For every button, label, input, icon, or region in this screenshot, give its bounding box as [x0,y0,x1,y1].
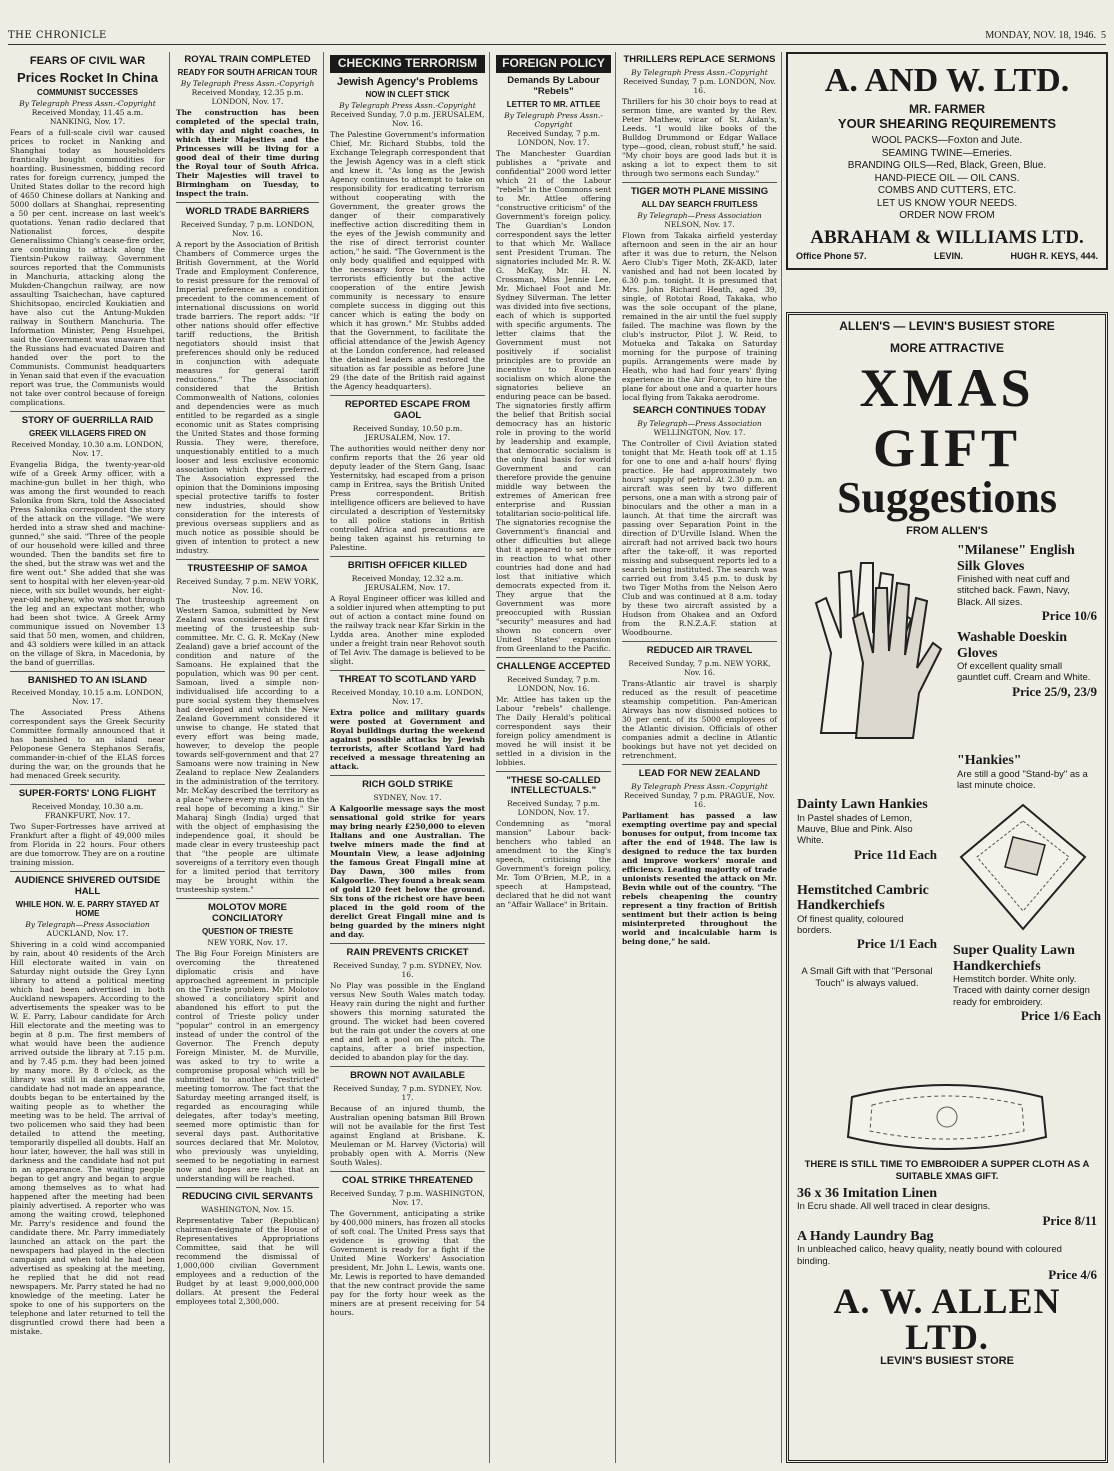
dateline: Received Sunday, 7 p.m. LONDON, Nov. 16. [180,219,315,238]
byline: By Telegraph—Press Association [637,210,762,220]
item-desc: Are still a good "Stand-by" as a last minute choice. [957,768,1088,791]
ad-a-and-w [786,52,1108,270]
article-body: The Associated Press Athens correspondent says the Greek Security Committee formally announced that it has banished to an island near Peloponese Genera Stephanos Serafis, commander-in-chief of the ELAS forces during the war, on the grounds that he had menaced Greek security. [10,708,165,781]
article-cricket [330,948,485,1062]
ad-item: COMBS AND CUTTERS, ETC. [877,185,1017,196]
article-body: The Government, anticipating a strike by 400,000 miners, has frozen all stocks of soft coal. The United Press says that evidence is growing that the Government is ready for a fight if the United Mine Workers' Association president, Mr. John L. Lewis, wants one. Mr. Lewis is reported to have demanded that the new contract provide the same pay for the forty hour week as the miners are at present receiving for 54 hours. [330,1208,485,1317]
divider [176,559,319,560]
article-air-travel [622,646,777,760]
article-body: The Manchester Guardian publishes a "private and confidential" 2000 word letter which 21 of the Labour "rebels" in the Commons sent to Mr. Attlee offering "constructive criticism" of the Government's foreign policy. The Guardian's London correspondent says the letter to that which Mr. Wallace sent President Truman. The signatories included Mr. R. W. G. McKay, Mr. H. N. Crossman, Miss Jennie Lee, Mr. Michael Foot and Mr. Sydney Silverman. The letter was divided into five sections, each of which is supported with specific arguments. The letter claims that the Government must not positively if socialist principles are to provide an incentive to European socialism on which alone the signatories believe an enduring peace can be based. The signatories firstly affirm the belief that British social democracy has an historic role in proving to the world by leadership and example, that democratic socialism is the only final basis for world Government and can therefore provide the genuine middle way between the extremes of American free enterprise and Russian totalitarian socio-political life. The signatories recognise the Government's financial and other difficulties but allege that it appeared to set more in reaction to what other countries had done and had lost that initiative which democrats expected from it. They argue that the Government was more preoccupied with Russian "security" measures and had shown no concern over United States' expansion from Greenland to the Pacific. [496,148,611,653]
article-body: The authorities would neither deny nor confirm reports that the 26 year old deputy leader of the Stern Gang, Isaac Yesternitsky, had escaped from a prison camp in Eritrea, says the British United Press correspondent. British intelligence officers are believed to have circulated a description of Yesternitsky to all police stations in British controlled Africa and precautions are being taken against his returning to Palestine. [330,444,485,553]
article-brown [330,1071,485,1167]
kicker: NOW IN CLEFT STICK [365,90,450,100]
ad-item: SEAMING TWINE—Emeries. [881,147,1013,159]
item-title: 36 x 36 Imitation Linen [797,1185,938,1201]
article-body: The Palestine Government's information Chief, Mr. Richard Stubbs, told the Exchange Telegraph correspondent that the Jewish Agency was in a cleft stick and knew it. "As long as the Jewish Agency continues to attempt to take on responsibility for eradicating terrorism without cooperating with the Government, the greater grows the danger of their comparatively ineffective action discrediting them in the eyes of the Jewish community and the rise of direct terrorist counter action," he said. "The Government is the only body qualified and equipped with the necessary force to combat the terrorists efficiently but the active cooperation of the entire Jewish community is necessary to ensure complete success in digging out this cancer which is eating the body on which it has grown." Mr. Stubbs added that the Government, to facilitate the official attendance of the Jewish Agency at the London conference, had released the detained leaders and restored the situation as far possible as before June 29 (the date of the British raid against the Agency headquarters). [330,130,485,392]
article-body: A Royal Engineer officer was killed and a soldier injured when attempting to put out of action a contact mine found on the railway track near Kfar Sirkin in the Lydda area. Another mine exploded under a freight train near Rehovot south of Tel Aviv. The damage is believed to be slight. [330,594,485,667]
headline: RICH GOLD STRIKE [362,779,453,791]
headline: FOREIGN POLICY [496,55,611,73]
store-name: A. W. ALLEN LTD. [833,1280,1061,1357]
article-civil-war [10,55,165,407]
divider [176,202,319,203]
article-body: The Big Four Foreign Ministers are overcoming the threatened diplomatic crisis and have approached agreement in principle on the Trieste problem. Mr. Molotov showed a conciliatory spirit and abandoned his effort to put the control of Trieste policy under "popular" control in an emergency instead of under the control of the Governor. The French deputy Foreign Minister, M. de Murville, was asked to try to write a compromise proposal which will be submitted to another "restricted" meeting tomorrow. The fact that the Saturday meeting arranged itself, is regarded as encouraging while delegates, after today's meeting, seemed more optimistic than for several days past. Authoritative sources declared that Mr. Molotov, who previously was unyielding, seemed to be negotiating in earnest now and hopes are high that an understanding will be reached. [176,948,319,1183]
kicker: QUESTION OF TRIESTE [201,926,294,936]
article-body: Thrillers for his 30 choir boys to read at sermon time, are wanted by the Rev. Peter Mathew, vicar of St. Aidan's, Leeds. "I would like books of the Bulldog Drummond or Edgar Wallace type—good, clean, robust stuff," he said. "My choir boys are good lads but it is asking a lot to expect them to sit through two sermons each Sunday." [622,96,777,178]
article-superforts [10,789,165,867]
item-title: A Handy Laundry Bag [797,1228,934,1244]
headline: CHECKING TERRORISM [330,55,485,73]
dateline: Received Sunday, 7 p.m. LONDON, Nov. 16. [623,76,776,95]
dateline: Received Sunday, 7 p.m. LONDON, Nov. 17. [507,799,600,818]
hankies-intro [797,753,1097,797]
article-body: A report by the Association of British Chambers of Commerce urges the British Government, at the World Trade and Employment Conference, to resist pressure for the removal of Imperial preference as a condition precedent to the commencement of international discussions on world trade barriers. The report adds: "If other nations should offer effective tariff reductions, the British negotiators should insist that preferences should only be reduced in conjunction with adequate measures for general tariff reductions." The Association considered that the British Commonwealth of Nations, colonies and dependencies were as much entitled to be regarded as a single economic unit as States comprising the United States and those forming Russia. They were, therefore, unquestionably entitled to a much looser and less exclusive economic association which they preferred. The Association expressed the opinion that the Dominions imposing special protective tariffs to foster new industries, should show consideration for the interests of previous overseas suppliers and as much notice as possible should be given of intention to protect a new industry. [176,239,319,555]
article-foreign-policy [496,55,611,653]
column-5 [618,52,782,1463]
dateline: WASHINGTON, Nov. 15. [200,1204,295,1214]
article-body: Fears of a full-scale civil war caused prices to rocket in Nanking and Shanghai today as householders frantically bought commodities for hoarding. Businessmen, bidding record rates for foreign currency, jumped the United States dollar to the record high of 4650 Chinese dollars at Nanking and 5000 dollars at Shanghai, representing a 50 per cent. increase on last week's quotations. Yenan radio declared that Nationalist forces, despite Generalissimo Chiang's cease-fire order, are continuing to attack along the Tientsin-Pukow railway. Government sources reported that the Communists in Manchuria, attacking along the Mukden-Changchun railway, are now assaulting Tsaichechan, have captured Shichitsopao, encircled Koukiatien and have also cut the Antung-Mukden railway in Southern Manchuria. The Information Minister, Peng Hsuehpei, said the Government was unaware that the Russians had evacuated Dairen and handed over the port to the Communists. Communist headquarters in Yenan said that even if the evacuation report was true, the Communists would not take over control because of foreign complications. [10,127,165,407]
article-samoa [176,564,319,894]
column-4 [492,52,616,1463]
article-body: Extra police and military guards were posted at Government and Royal buildings during the weekend against possible attacks by Jewish terrorists, after Scotland Yard had received a message threatening an attack. [330,708,485,772]
milanese-block [957,543,1097,700]
item-price: Price 1/6 Each [1020,1008,1101,1024]
headline: SEARCH CONTINUES TODAY [632,404,767,416]
headline: THRILLERS REPLACE SERMONS [623,54,776,65]
divider [330,395,485,396]
item-title: "Hankies" [957,753,1022,769]
headline: CHALLENGE ACCEPTED [496,660,611,672]
divider [176,898,319,899]
article-challenge [496,662,611,767]
headline: THREAT TO SCOTLAND YARD [338,674,477,686]
store-tagline: LEVIN'S BUSIEST STORE [880,1354,1014,1367]
divider [622,182,777,183]
divider [496,771,611,772]
dateline: Received Sunday, 7 p.m. PRAGUE, Nov. 16. [624,790,775,809]
article-royal-train [176,55,319,198]
article-body: The construction has been completed of the special train, with day and night coaches, in which their Majesties and the Princesses will be living for a good deal of their time during the Royal tour of South Africa. Their Majesties will travel to Birmingham on Tuesday, to inspect the train. [176,107,319,198]
ad-xmas: XMAS [859,358,1035,418]
headline: SUPER-FORTS' LONG FLIGHT [18,788,157,800]
paper-name: THE CHRONICLE [8,30,107,41]
kicker: GREEK VILLAGERS FIRED ON [29,428,146,438]
divider [330,943,485,944]
subheadline: Prices Rocket In China [17,69,158,85]
item-title: "Milanese" English Silk Gloves [957,543,1075,574]
item-price: Price 10/6 [1041,608,1097,624]
ad-phone: Office Phone 57. [796,250,867,261]
kicker: READY FOR SOUTH AFRICAN TOUR [177,67,318,77]
item-title: Dainty Lawn Hankies [797,797,928,813]
subheadline: Demands By Labour "Rebels" [507,74,600,97]
headline: BRITISH OFFICER KILLED [347,560,468,572]
dateline: Received Monday, 10.10 a.m. LONDON, Nov. 17. [331,688,484,707]
article-civil-servants [176,1192,319,1306]
supper-cloth-illustration [832,1077,1062,1157]
dateline: Received Monday, 12.32 a.m. JERUSALEM, Nov. 17. [351,574,464,593]
dainty-block [797,797,937,989]
article-new-zealand [622,769,777,946]
article-gold [330,780,485,939]
item-price: Price 25/9, 23/9 [1012,683,1097,699]
article-body: Two Super-Fortresses have arrived at Frankfurt after a flight of 49,000 miles from Florida in 22 hours. Four others are due tomorrow. They are on a routine training mission. [10,822,165,868]
ad-town: LEVIN. [934,250,964,261]
byline: By Telegraph Press Assn.-Copyright [339,101,476,111]
dateline: Received Sunday, 7 p.m. NEW YORK, Nov. 16. [628,658,771,677]
dateline: AUCKLAND, Nov. 17. [46,929,129,939]
headline: ROYAL TRAIN COMPLETED [184,54,311,65]
divider [496,657,611,658]
ad-firm: ABRAHAM & WILLIAMS LTD. [810,226,1084,248]
dateline: Received Sunday, 10.50 p.m. JERUSALEM, Nov. 17. [352,424,463,443]
article-body: Mr. Attlee has taken up the Labour "rebels" challenge. The Daily Herald's political correspondent says their foreign policy amendment is moved he will insist it be settled in a division in the lobbies. [496,694,611,767]
article-body: Condemning as "moral mansion" Labour back-benchers who tabled an amendment to the King's speech, criticising the Government's foreign policy, Mr. Tom O'Brien, M.P., in a speech at Hampstead, declared that he did not want an "Affair Wallace" in Britain. [496,819,611,910]
item-desc: Finished with neat cuff and stitched back. Fawn, Navy, Black. All sizes. [957,573,1070,608]
dateline: SYDNEY, Nov. 17. [373,793,442,803]
dateline: NELSON, Nov. 17. [664,219,735,229]
handkerchief-illustration [953,797,1093,937]
article-intellectuals [496,776,611,910]
item-desc: Of finest quality, coloured borders. [797,913,904,936]
headline: COAL STRIKE THREATENED [341,1174,474,1186]
dateline: Received Sunday, 7 p.m. NEW YORK, Nov. 16. [176,576,319,595]
item-price: Price 8/11 [1042,1212,1097,1228]
article-terrorism [330,55,485,391]
headline: WORLD TRADE BARRIERS [185,205,310,217]
ad-footer [794,251,1100,263]
dateline: Received Sunday, 7 p.m. SYDNEY, Nov. 16. [333,960,482,979]
article-body: Evangelia Bidga, the twenty-year-old wife of a Greek Army officer, with a machine-gun bullet in her thigh, who was among the first wounded to reach Salonika from Skra, told the Associated Press Salonika correspondent the story of the attack on the village. "We were herded into a straw shed and machine-gunned," she said. "Three of the people of our household were killed and three wounded. Then the bandits set fire to the shed, but the straw was wet and the fire went out." She added that she was sent to hospital with her eleven-year-old niece, with six bullet wounds, her eight-year-old nephew, who was shot through the leg and an expectant mother, who had been shot twice. A Greek Army communique issued on November 13 said that 50 men, women, and children, and 43 soldiers were killed in an attack on the village of Skra, in Macedonia, by the band of guerrillas. [10,459,165,667]
item-title: Washable Doeskin Gloves [957,630,1068,661]
dateline: Received Monday, 11.45 a.m. NANKING, Nov. 17. [31,107,144,126]
divider [10,671,165,672]
byline: By Telegraph Press Assn.-Copyright [504,110,603,129]
item-price: Price 11d Each [853,846,937,862]
article-yard [330,675,485,771]
byline: By Telegraph Press Assn.-Copyright [631,781,768,791]
byline: By Telegraph Press Assn.-Copyrigh [180,78,315,88]
lawn-block [953,943,1101,1024]
item-desc: In Ecru shade. All well traced in clear designs. [797,1201,991,1213]
headline: BANISHED TO AN ISLAND [27,674,148,686]
headline: "THESE SO-CALLED INTELLECTUALS." [506,774,601,797]
headline: REDUCED AIR TRAVEL [646,644,753,656]
headline: TIGER MOTH PLANE MISSING [630,185,769,197]
divider [330,1066,485,1067]
divider [10,411,165,412]
item-desc: In Pastel shades of Lemon, Mauve, Blue and Pink. Also White. [797,812,913,847]
ad-line: YOUR SHEARING REQUIREMENTS [837,116,1057,131]
divider [330,775,485,776]
ad-item: LET US KNOW YOUR NEEDS. [876,197,1018,209]
dateline: Received Sunday, 7.0 p.m. JERUSALEM, Nov. 16. [330,110,485,129]
dateline: Received Monday, 10.30 a.m. LONDON, Nov. 17. [11,439,164,458]
dateline: Received Sunday, 7 p.m. SYDNEY, Nov. 17. [333,1083,482,1102]
embroider-note: THERE IS STILL TIME TO EMBROIDER A SUPPER CLOTH AS A SUITABLE XMAS GIFT. [804,1159,1090,1182]
ad-brand: A. AND W. LTD. [824,62,1070,99]
masthead [8,30,1106,45]
article-body: Parliament has passed a law exempting overtime pay and special bonuses for output, from income tax after the end of 1948. The law is designed to reduce the tax burden and improve workers' morale and efficiency. Leading majority of trade unionists resented the attack on Mr. Bevin while out of the country. "The rebels cheapening the country represent a tiny fraction of British sentiment but their action is being misinterpreted throughout the world and incalculable harm is being done," he said. [622,810,777,946]
handkerchiefs-section [797,797,1101,1077]
article-body: The Controller of Civil Aviation stated tonight that Mr. Heath took off at 1.15 for one to one and a-half hours' flying practice. He had approximately two hours' supply of petrol. At 2.30 p.m. an aircraft was seen by two different persons, one a man with a strong pair of binoculars and the other a man in a launch. At that time the aircraft was passing over Separation Point in the direction of D'Urville Island. When the aircraft had not arrived back two hours after the take-off, it was reported missing and subsequent reports led to a search being instituted. The search was carried out from 3.45 p.m. to dusk by two Tiger Moths from the Nelson Aero Club and was continued at 8 a.m. today by these two aircraft assisted by a Hudson from Ohakea and an Oxford from the R.N.Z.A.F. station at Woodbourne. [622,438,777,637]
ad-line: MR. FARMER [909,102,985,116]
article-officer [330,561,485,666]
kicker: WHILE HON. W. E. PARRY STAYED AT HOME [15,900,160,919]
item-desc: Of excellent quality small gauntlet cuff. Cream and White. [957,660,1091,684]
ad-manager: HUGH R. KEYS, 444. [1010,250,1098,261]
subheadline: Jewish Agency's Problems [337,75,478,88]
column-3 [326,52,490,1463]
ad-item: BRANDING OILS—Red, Black, Green, Blue. [847,160,1047,171]
dateline: NEW YORK, Nov. 17. [207,937,288,947]
article-body: Flown from Takaka airfield yesterday afternoon and seen in the air an hour after it was due to return, the Nelson Aero Club's Tiger Moth, ZK-AKD, later vanished and had not been located by 6.30 p.m. tonight. It is presumed that Mrs. John Richard Heath, aged 39, single, of Rototai Road, Takaka, who was the sole occupant of the plane, remained in the air until the fuel supply failed. The machine was flown by the club's instructor, Pilot J. W. Reid, to Motueka and Takaka on Saturday morning for the purpose of training pupils. Arrangements were made by Heath, who had had four years' flying experience in the Air Force, to hire the plane for about one and a quarter hours local flying from Takaka aerodrome. [622,230,777,402]
divider [10,784,165,785]
dateline: Received Monday, 12.35 p.m. LONDON, Nov. 17. [191,87,304,106]
divider [622,641,777,642]
article-guerrilla [10,416,165,667]
headline: RAIN PREVENTS CRICKET [346,947,469,959]
ad-from: FROM ALLEN'S [906,525,988,538]
item-desc: In unbleached calico, heavy quality, neatly bound with coloured binding. [797,1244,1062,1267]
headline: LEAD FOR NEW ZEALAND [638,767,761,779]
small-gift-note: A Small Gift with that "Personal Touch" is always valued. [801,966,933,989]
kicker: COMMUNIST SUCCESSES [37,87,138,97]
dateline: WELLINGTON, Nov. 17. [653,427,746,437]
article-escape [330,400,485,552]
article-molotov [176,903,319,1183]
item-title: Super Quality Lawn Handkerchiefs [953,943,1075,974]
dateline: Received Monday, 10.15 a.m. LONDON, Nov. 17. [11,688,164,707]
ad-top-line: ALLEN'S — LEVIN'S BUSIEST STORE [839,319,1055,333]
article-thrillers [622,55,777,178]
article-body: Representative Taber (Republican) chairman-designate of the House of Representatives Appropriations Committee, said that he will recommend the dismissal of 1,000,000 civilian Government employees and a reduction of the Budget by at least 9,000,000,000 dollars. At present the Federal employees total 2,300,000. [176,1215,319,1306]
headline: AUDIENCE SHIVERED OUTSIDE HALL [14,875,161,898]
divider [330,556,485,557]
divider [176,1187,319,1188]
ad-gift: GIFT [872,418,1022,478]
ad-top-line: MORE ATTRACTIVE [890,341,1004,355]
article-coal [330,1176,485,1317]
ad-item: ORDER NOW FROM [899,210,995,221]
dateline: Received Sunday, 7 p.m. WASHINGTON, Nov. 17. [330,1188,485,1207]
hankies-block [957,753,1097,791]
article-body: Because of an injured thumb, the Australian opening batsman Bill Brown will not be available for the first Test against England at Brisbane. K. Meuleman or M. Harvey (Victoria) will probably open with A. Morris (New South Wales). [330,1103,485,1167]
byline: By Telegraph—Press Association [637,418,762,428]
gloves-section [797,543,1097,753]
item-desc: Hemstitch border. White only. Traced with dainty corner design ready for embroidery. [953,973,1090,1008]
article-body: Trans-Atlantic air travel is sharply reduced as the result of peacetime steamship competition. Pan-American Airways has now dismissed notices to 30 per cent. of its 5000 employees of the Atlantic division. Officials of other companies admit a decline in Atlantic bookings but have not yet decided on retrenchment. [622,678,777,760]
headline: TRUSTEESHIP OF SAMOA [187,562,308,574]
dateline: Received Monday, 10.30 a.m. FRANKFURT, Nov. 17. [31,802,144,821]
column-1 [6,52,170,1463]
dateline: Received Sunday, 7 p.m. LONDON, Nov. 16. [507,674,600,693]
article-body: No Play was possible in the England versus New South Wales match today. Heavy rain during the night and further showers this morning saturated the ground. The wicket had been covered but the rain got under the covers at one end and left a pool on the pitch. The captains, after a brief inspection, decided to abandon play for the day. [330,980,485,1062]
kicker: LETTER TO MR. ATTLEE [506,99,601,109]
article-audience [10,876,165,1336]
article-body: A Kalgoorlie message says the most sensational gold strike for years may bring nearly £250,000 to eleven Italians and one Australian. The twelve miners made the find at Mountain View, a lease adjoining the famous Great Fingall mine at Day Dawn, 300 miles from Kalgoorlie. They found a break seam of gold 120 feet below the ground. Six tons of the richest ore have been placed in the gold room of the derelict Great Fingall mine and is being guarded by the miners night and day. [330,804,485,940]
ad-suggestions: Suggestions [836,473,1058,522]
advertisement-column [786,52,1108,1463]
headline: REDUCING CIVIL SERVANTS [182,1190,313,1202]
page-date: MONDAY, NOV. 18, 1946. 5 [985,30,1106,41]
article-search [622,406,777,637]
article-trade [176,207,319,555]
divider [330,670,485,671]
column-2 [172,52,324,1463]
ad-item: HAND-PIECE OIL — OIL CANS. [874,172,1020,184]
article-tiger-moth [622,187,777,402]
divider [10,871,165,872]
item-title: Hemstitched Cambric Handkerchiefs [797,882,929,914]
dateline: Received Sunday, 7 p.m. LONDON, Nov. 17. [507,128,600,147]
divider [622,764,777,765]
kicker: ALL DAY SEARCH FRUITLESS [641,199,758,209]
gloves-illustration [801,543,951,743]
item-price: Price 1/1 Each [856,936,937,952]
byline: By Telegraph—Press Association [25,920,150,930]
ad-allens [786,312,1108,1463]
article-banished [10,676,165,781]
headline: BROWN NOT AVAILABLE [350,1069,465,1081]
divider [330,1171,485,1172]
byline: By Telegraph Press Assn.-Copyright [631,67,768,77]
headline: STORY OF GUERRILLA RAID [21,414,154,426]
headline: MOLOTOV MORE CONCILIATORY [208,901,287,924]
article-body: The trusteeship agreement on Western Samoa, submitted by New Zealand was considered at the first meeting of the trusteeship sub-committee. Mr. C. G. R. McKay (New Zealand) gave a brief account of the condition and nature of the Samoans. He explained that the population, which was 90 per cent. Samoan, lived a simple non-individualised life according to a pure social system they themselves had developed and which the New Zealand Government considered it unwise to change. He stated that every effort was being made, however, to develop the people towards self-government and that 27 Samoans were now training in New Zealand to replace New Zealanders in the administration of the territory. Mr. McKay described the territory as a place "where every man lives in the real hope of becoming a king." Sir Maharaj Singh (India) urged that with the object of emphasising the independence goal, it should be made clear in every trusteeship pact that "the people are ultimate sovereigns of a territory even though for a limited period that territory may be brought within the trusteeship system." [176,596,319,894]
ad-item: WOOL PACKS—Foxton and Jute. [871,135,1023,146]
item-price: Price 4/6 [1048,1266,1097,1282]
headline: REPORTED ESCAPE FROM GAOL [344,399,471,422]
headline: FEARS OF CIVIL WAR [29,55,146,67]
article-body: Shivering in a cold wind accompanied by rain, about 40 residents of the Arch Hill electorate waited in vain on Saturday night outside the Grey Lynn library to attend a political meeting which had been advertised in both Auckland newspapers. According to the advertisements the speaker was to be W. E. Parry, Labour candidate for Arch Hill electorate and the meeting was to begin at 8 p.m. The first members of what would have been the audience arrived outside the library at 7.15 p.m. and by 7.45 p.m. they had been joined by many more. By 8 o'clock, as the library was still in darkness and the candidate had not made an appearance, doubts began to be entertained by the waiting people as to whether the meeting was to be held. The arrival of two policemen who said they had been detailed to attend the meeting, temporarily dispelled all doubts. Half an hour later, however, the hall was still in darkness and the candidate had not put in an appearance. The waiting people began to get angry and began to argue among themselves as to what had happened after the meeting had been plainly advertised. A reporter who was among the waiting crowd, telephoned Mr. Parry's residence and found the candidate there. Mr. Parry immediately launched an attack on the part the newspapers had played in the election campaign and when told he had been advertised as speaking at the meeting, he replied that he did not read newspapers. Mr. Parry stated he had no knowledge of the meeting. Later he spoke to one of his supporters on the telephone and later returned to tell the disgruntled crowd there had been a mistake. [10,940,165,1337]
byline: By Telegraph Press Assn.-Copyright [19,98,156,108]
